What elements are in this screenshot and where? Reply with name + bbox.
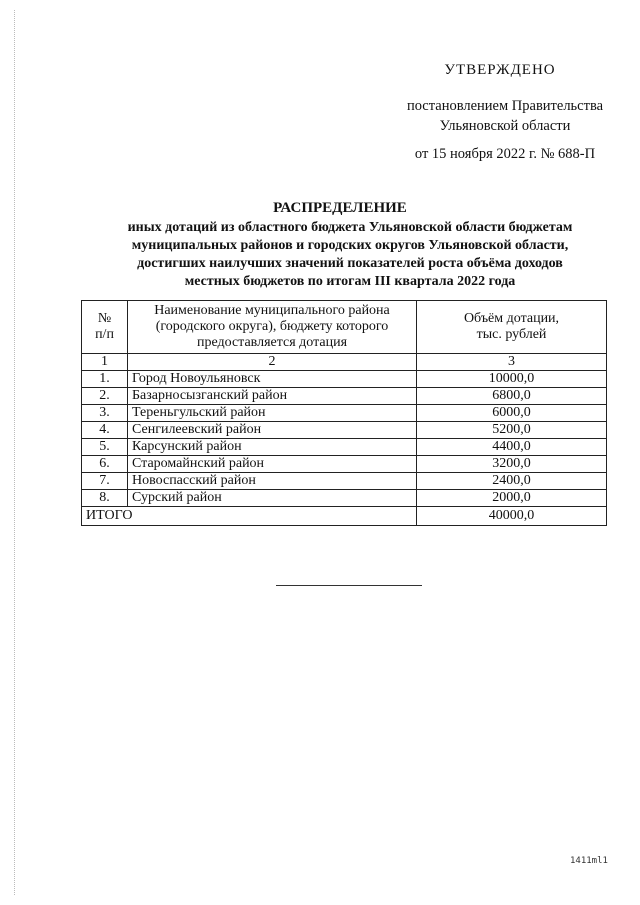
document-stamp: 1411ml1 — [570, 856, 608, 866]
decree-line-1: постановлением Правительства — [406, 98, 604, 114]
approval-heading: УТВЕРЖДЕНО — [444, 62, 556, 78]
total-row — [82, 507, 607, 526]
row-name: Сурский район — [128, 490, 417, 507]
column-index: 1 — [82, 354, 128, 371]
row-number: 6. — [82, 456, 128, 473]
table-row — [82, 405, 607, 422]
row-number: 5. — [82, 439, 128, 456]
row-name: Новоспасский район — [128, 473, 417, 490]
subtitle-line: достигших наилучших значений показателей роста объёма доходов — [137, 256, 563, 271]
decree-line-2: Ульяновской области — [439, 118, 571, 134]
document-title: РАСПРЕДЕЛЕНИЕ — [273, 200, 407, 216]
decree-date: от 15 ноября 2022 г. № 688-П — [414, 146, 596, 162]
row-number: 7. — [82, 473, 128, 490]
row-amount: 2000,0 — [417, 490, 607, 507]
header-amount-line: тыс. рублей — [476, 327, 547, 342]
row-name: Карсунский район — [128, 439, 417, 456]
header-number — [82, 301, 128, 354]
table-row — [82, 371, 607, 388]
row-name: Тереньгульский район — [128, 405, 417, 422]
row-number: 3. — [82, 405, 128, 422]
header-name-line: Наименование муниципального района — [154, 303, 390, 318]
total-amount: 40000,0 — [417, 507, 607, 526]
table-row — [82, 473, 607, 490]
total-label: ИТОГО — [82, 507, 417, 526]
row-name: Старомайнский район — [128, 456, 417, 473]
table-header-row — [82, 301, 607, 354]
row-number: 1. — [82, 371, 128, 388]
row-amount: 6000,0 — [417, 405, 607, 422]
column-index: 3 — [417, 354, 607, 371]
subtitle-line: местных бюджетов по итогам III квартала 2022 года — [184, 274, 516, 289]
header-amount-line: Объём дотации, — [463, 311, 560, 326]
row-number: 8. — [82, 490, 128, 507]
row-name: Базарносызганский район — [128, 388, 417, 405]
row-amount: 2400,0 — [417, 473, 607, 490]
row-name: Сенгилеевский район — [128, 422, 417, 439]
row-amount: 6800,0 — [417, 388, 607, 405]
subtitle-line: иных дотаций из областного бюджета Ульяновской области бюджетам — [127, 220, 573, 235]
header-name-line: предоставляется дотация — [196, 335, 348, 350]
table-row — [82, 490, 607, 507]
table-row — [82, 439, 607, 456]
column-index: 2 — [128, 354, 417, 371]
table-row — [82, 388, 607, 405]
separator-line — [276, 585, 422, 586]
subtitle-line: муниципальных районов и городских округов Ульяновской области, — [131, 238, 569, 253]
allocation-table — [81, 300, 607, 526]
header-number-line: п/п — [95, 327, 114, 342]
document-subtitle — [80, 219, 620, 291]
header-name-line: (городского округа), бюджету которого — [155, 319, 389, 334]
row-amount: 10000,0 — [417, 371, 607, 388]
approval-decree — [390, 96, 620, 136]
row-number: 4. — [82, 422, 128, 439]
row-amount: 5200,0 — [417, 422, 607, 439]
row-name: Город Новоульяновск — [128, 371, 417, 388]
header-name — [128, 301, 417, 354]
row-amount: 3200,0 — [417, 456, 607, 473]
row-number: 2. — [82, 388, 128, 405]
table-row — [82, 456, 607, 473]
column-index-row — [82, 354, 607, 371]
header-amount — [417, 301, 607, 354]
page-margin-line — [14, 10, 15, 895]
header-number-line: № — [97, 311, 112, 326]
table-row — [82, 422, 607, 439]
row-amount: 4400,0 — [417, 439, 607, 456]
